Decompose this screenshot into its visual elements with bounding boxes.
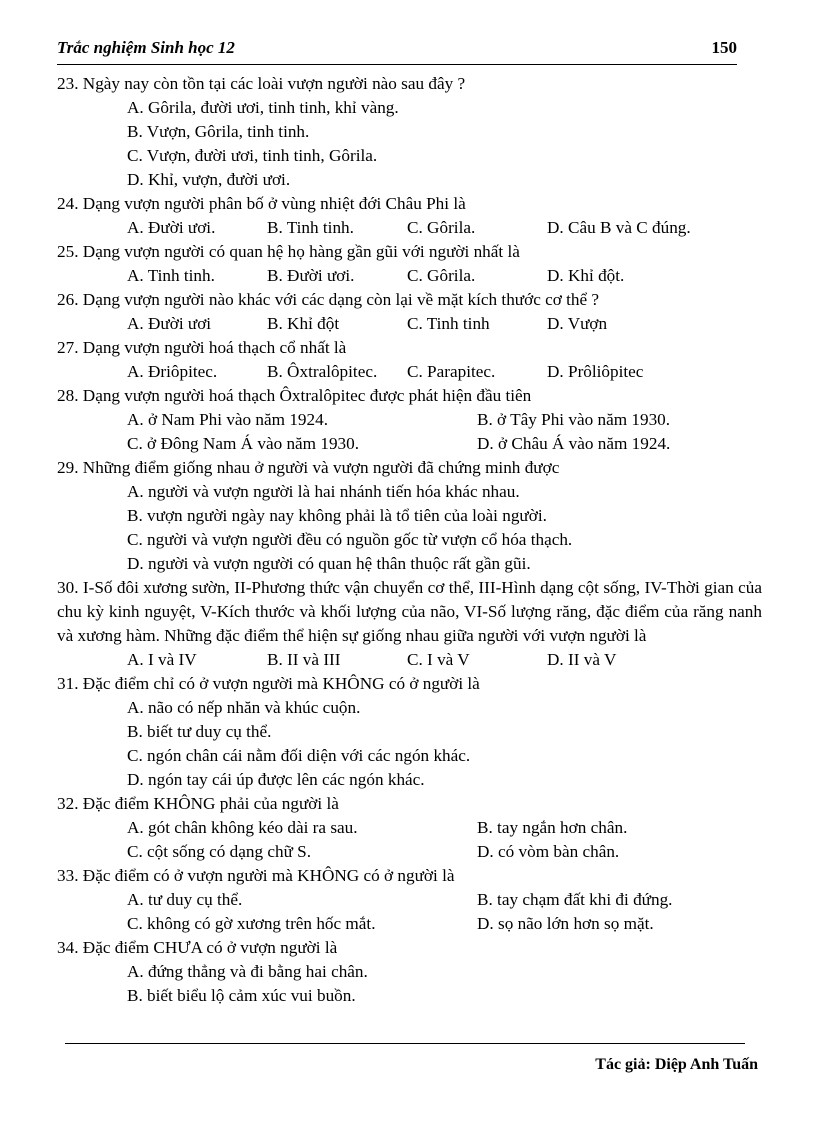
question-text: 27. Dạng vượn người hoá thạch cổ nhất là (57, 338, 347, 357)
answer-row (57, 216, 762, 240)
answer-row (57, 840, 762, 864)
answer-row (57, 432, 762, 456)
answer-option: A. gót chân không kéo dài ra sau. (127, 818, 358, 837)
answer-option: D. ở Châu Á vào năm 1924. (477, 434, 671, 453)
answer-option: B. II và III (267, 650, 341, 669)
answer-option: A. I và IV (127, 650, 197, 669)
answer-option: A. người và vượn người là hai nhánh tiến hóa khác nhau. (127, 482, 520, 501)
answer-option: B. vượn người ngày nay không phải là tổ tiên của loài người. (127, 506, 547, 525)
page-header (57, 38, 737, 65)
answer-option: D. người và vượn người có quan hệ thân thuộc rất gần gũi. (127, 554, 531, 573)
answer-option: A. đứng thẳng và đi bằng hai chân. (127, 962, 368, 981)
answer-option: C. Gôrila. (407, 218, 476, 237)
answer-option: C. không có gờ xương trên hốc mắt. (127, 914, 376, 933)
question-text: 24. Dạng vượn người phân bố ở vùng nhiệt đới Châu Phi là (57, 194, 466, 213)
answer-option: B. biết tư duy cụ thể. (127, 722, 272, 741)
answer-option: D. Câu B và C đúng. (547, 218, 691, 237)
answer-option: A. Đười ươi (127, 314, 212, 333)
answer-option: B. Tinh tinh. (267, 218, 354, 237)
answer-row (57, 816, 762, 840)
answer-option: A. Đười ươi. (127, 218, 216, 237)
answer-row (57, 888, 762, 912)
answer-option: C. Gôrila. (407, 266, 476, 285)
answer-option: B. Ôxtralôpitec. (267, 362, 378, 381)
question-text: 26. Dạng vượn người nào khác với các dạng còn lại về mặt kích thước cơ thể ? (57, 290, 600, 309)
answer-row (57, 264, 762, 288)
answer-option: D. II và V (547, 650, 617, 669)
question-text: 33. Đặc điểm có ở vượn người mà KHÔNG có ở người là (57, 866, 455, 885)
answer-option: B. Đười ươi. (267, 266, 355, 285)
answer-row (57, 360, 762, 384)
answer-option: C. Vượn, đười ươi, tinh tinh, Gôrila. (127, 146, 378, 165)
answer-option: C. Tinh tinh (407, 314, 490, 333)
answer-option: B. ở Tây Phi vào năm 1930. (477, 410, 671, 429)
answer-row (57, 648, 762, 672)
footer-divider (65, 1043, 745, 1044)
question-list (57, 72, 762, 1008)
answer-option: D. có vòm bàn chân. (477, 842, 620, 861)
page-number: 150 (711, 38, 737, 57)
question-text: 34. Đặc điểm CHƯA có ở vượn người là (57, 938, 338, 957)
answer-option: D. Vượn (547, 314, 608, 333)
answer-option: C. người và vượn người đều có nguồn gốc từ vượn cổ hóa thạch. (127, 530, 573, 549)
question-text: 25. Dạng vượn người có quan hệ họ hàng gần gũi với người nhất là (57, 242, 520, 261)
answer-option: C. ở Đông Nam Á vào năm 1930. (127, 434, 360, 453)
answer-option: B. Vượn, Gôrila, tinh tinh. (127, 122, 310, 141)
answer-option: C. ngón chân cái nằm đối diện với các ngón khác. (127, 746, 471, 765)
answer-option: B. tay ngắn hơn chân. (477, 818, 628, 837)
answer-option: C. Parapitec. (407, 362, 496, 381)
answer-option: C. cột sống có dạng chữ S. (127, 842, 312, 861)
answer-option: D. Prôliôpitec (547, 362, 644, 381)
answer-option: D. Khỉ, vượn, đười ươi. (127, 170, 291, 189)
question-text: 29. Những điểm giống nhau ở người và vượn người đã chứng minh được (57, 458, 560, 477)
question-text: 23. Ngày nay còn tồn tại các loài vượn người nào sau đây ? (57, 74, 466, 93)
answer-option: D. sọ não lớn hơn sọ mặt. (477, 914, 654, 933)
answer-option: A. Tinh tinh. (127, 266, 215, 285)
answer-option: A. não có nếp nhăn và khúc cuộn. (127, 698, 361, 717)
answer-option: A. Đriôpitec. (127, 362, 218, 381)
answer-option: D. ngón tay cái úp được lên các ngón khác. (127, 770, 425, 789)
answer-option: B. biết biểu lộ cảm xúc vui buồn. (127, 986, 356, 1005)
document-title: Trắc nghiệm Sinh học 12 (57, 38, 235, 57)
answer-option: B. tay chạm đất khi đi đứng. (477, 890, 673, 909)
question-text: 30. I-Số đôi xương sườn, II-Phương thức vận chuyển cơ thể, III-Hình dạng cột sống, IV-Thời gian của chu kỳ kinh nguyệt, V-Kích thước và khối lượng của não, VI-Số lượng răng, đặc điểm của răng nanh và xương hàm. Những đặc điểm thể hiện sự giống nhau giữa người với vượn người là (57, 578, 762, 645)
answer-option: C. I và V (407, 650, 470, 669)
answer-option: A. ở Nam Phi vào năm 1924. (127, 410, 328, 429)
answer-option: A. tư duy cụ thể. (127, 890, 243, 909)
answer-row (57, 312, 762, 336)
question-text: 31. Đặc điểm chỉ có ở vượn người mà KHÔNG có ở người là (57, 674, 480, 693)
answer-row (57, 912, 762, 936)
answer-option: A. Gôrila, đười ươi, tinh tinh, khỉ vàng. (127, 98, 399, 117)
question-text: 32. Đặc điểm KHÔNG phải của người là (57, 794, 339, 813)
question-text: 28. Dạng vượn người hoá thạch Ôxtralôpitec được phát hiện đầu tiên (57, 386, 532, 405)
answer-option: D. Khỉ đột. (547, 266, 625, 285)
answer-row (57, 408, 762, 432)
author-credit: Tác giả: Diệp Anh Tuấn (595, 1056, 758, 1073)
answer-option: B. Khỉ đột (267, 314, 340, 333)
